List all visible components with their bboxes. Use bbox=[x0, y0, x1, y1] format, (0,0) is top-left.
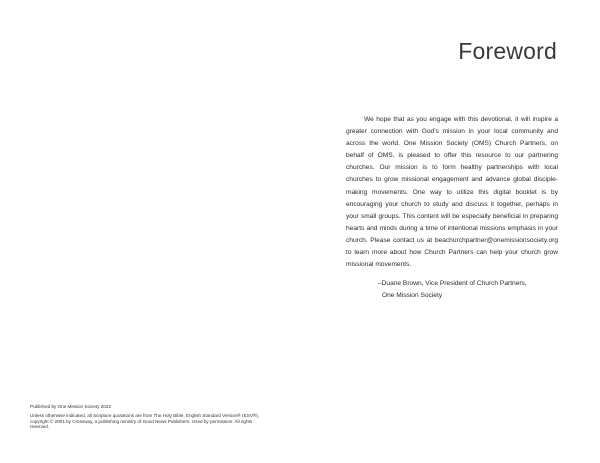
foreword-body: We hope that as you engage with this devotional, it will inspire a greater connection with God’s mission in your local community and across the world. One Mission Society (OMS) Church Partners, on behalf of OMS, is pleased to offer this resource to our partnering churches. Our mission is to form healthy partnerships with local churches to grow missional engagement and advance global disciple-making movements. One way to utilize this digital booklet is by encouraging your church to study and discuss it together, perhaps in your small groups. This content will be especially beneficial in preparing hearts and minds during a time of intentional missions emphasis in your church. Please contact us at beachurchpartner@onemissionsociety.org to learn more about how Church Partners can help your church grow missional movements. bbox=[346, 116, 558, 269]
signature-name-line: –Duane Brown, Vice President of Church Partners, bbox=[378, 280, 527, 287]
signature-block bbox=[378, 278, 568, 302]
colophon bbox=[30, 404, 260, 430]
right-page bbox=[300, 0, 600, 463]
published-line: Published by One Mission Society 2022 bbox=[30, 404, 111, 409]
signature-organization-line: One Mission Society bbox=[382, 292, 443, 300]
page-title: Foreword bbox=[458, 38, 557, 64]
scripture-permissions-text: Unless otherwise indicated, all Scripture quotations are from The Holy Bible, English Standard Version® (ESV®), copyright © 2001 by Crossway, a publishing ministry of Good News Publishers. Used by permission. All rights reserved. bbox=[30, 412, 260, 430]
